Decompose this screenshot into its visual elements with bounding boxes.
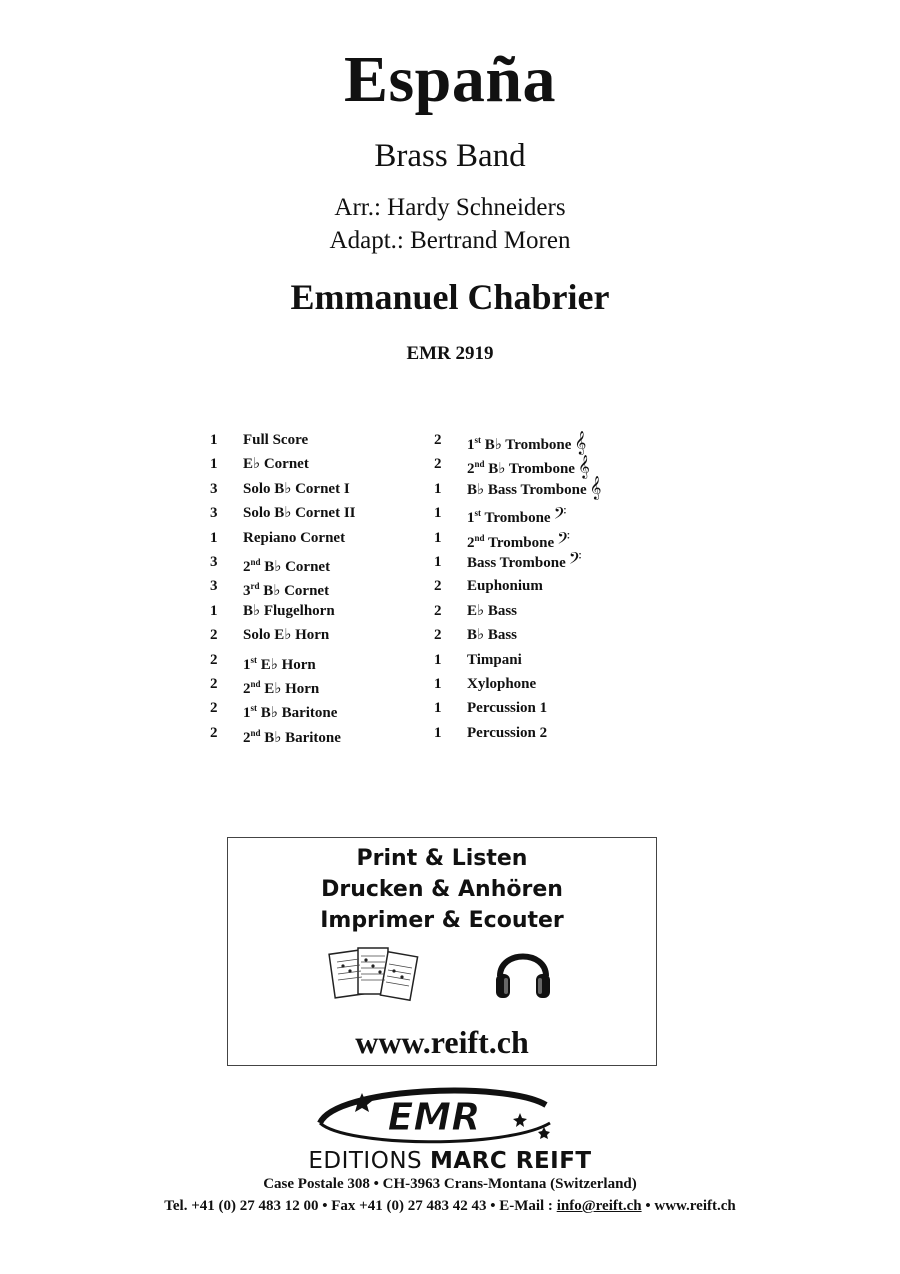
part-name: Euphonium bbox=[467, 578, 543, 595]
contact-phone-fax: Tel. +41 (0) 27 483 12 00 • Fax +41 (0) 27 483 42 43 • E-Mail : bbox=[164, 1198, 557, 1214]
treble-clef-icon: 𝄞 bbox=[577, 454, 590, 479]
part-name: 1st B♭ Baritone bbox=[243, 703, 338, 722]
part-quantity: 3 bbox=[210, 553, 218, 570]
parts-list-right bbox=[434, 428, 601, 745]
part-name: Timpani bbox=[467, 651, 522, 668]
part-row bbox=[210, 672, 356, 696]
part-row bbox=[434, 648, 601, 672]
part-quantity: 2 bbox=[210, 700, 218, 717]
part-name: E♭ Cornet bbox=[243, 456, 309, 473]
part-name: B♭ Bass bbox=[467, 627, 518, 644]
part-name: 2nd E♭ Horn bbox=[243, 678, 320, 697]
ordinal-suffix: st bbox=[250, 703, 257, 714]
ordinal-suffix: nd bbox=[250, 727, 261, 738]
part-quantity: 1 bbox=[434, 480, 442, 497]
part-quantity: 2 bbox=[210, 651, 218, 668]
bass-clef-icon: 𝄢 bbox=[568, 547, 582, 572]
ordinal-suffix: st bbox=[474, 508, 481, 519]
part-quantity: 2 bbox=[434, 432, 442, 448]
part-row bbox=[210, 526, 356, 550]
part-row bbox=[434, 672, 601, 696]
part-row bbox=[210, 452, 356, 476]
promo-line-english: Print & Listen bbox=[356, 846, 528, 871]
part-quantity: 1 bbox=[434, 505, 442, 522]
part-quantity: 3 bbox=[210, 480, 218, 497]
part-quantity: 1 bbox=[434, 651, 442, 668]
part-quantity: 2 bbox=[210, 675, 218, 692]
part-row bbox=[434, 599, 601, 623]
part-row bbox=[434, 452, 601, 479]
part-name: 1st Trombone 𝄢 bbox=[467, 503, 567, 528]
publisher-word-1: EDITIONS bbox=[308, 1148, 430, 1174]
part-quantity: 3 bbox=[210, 505, 218, 522]
part-name: Percussion 1 bbox=[467, 700, 548, 717]
part-quantity: 2 bbox=[434, 602, 442, 619]
part-row bbox=[210, 599, 356, 623]
part-name: 2nd Trombone 𝄢 bbox=[467, 527, 570, 552]
part-quantity: 2 bbox=[210, 627, 218, 644]
part-name: Solo E♭ Horn bbox=[243, 627, 330, 644]
ordinal-suffix: rd bbox=[250, 581, 260, 592]
part-quantity: 1 bbox=[434, 529, 442, 546]
part-name: Repiano Cornet bbox=[243, 529, 346, 546]
part-row bbox=[210, 623, 356, 647]
part-row bbox=[210, 428, 356, 452]
email-link[interactable]: info@reift.ch bbox=[556, 1198, 642, 1214]
ordinal-suffix: nd bbox=[474, 532, 485, 543]
part-quantity: 3 bbox=[210, 578, 218, 595]
part-quantity: 1 bbox=[210, 432, 218, 448]
promo-line-french: Imprimer & Ecouter bbox=[320, 908, 564, 933]
bass-clef-icon: 𝄢 bbox=[553, 503, 567, 528]
promo-line-german: Drucken & Anhören bbox=[321, 877, 563, 902]
catalog-number: EMR 2919 bbox=[406, 343, 494, 364]
part-row bbox=[434, 623, 601, 647]
publisher-address: Case Postale 308 • CH-3963 Crans-Montana (Switzerland) bbox=[263, 1176, 637, 1192]
logo-text: EMR bbox=[387, 1095, 481, 1139]
arranger-credit: Arr.: Hardy Schneiders bbox=[334, 194, 566, 221]
part-row bbox=[210, 574, 356, 598]
part-quantity: 2 bbox=[210, 724, 218, 741]
headphones-icon bbox=[490, 938, 556, 1004]
piece-title: España bbox=[343, 43, 557, 116]
part-name: 3rd B♭ Cornet bbox=[243, 581, 330, 600]
part-name: 1st B♭ Trombone 𝄞 bbox=[467, 430, 587, 454]
ensemble-subtitle: Brass Band bbox=[374, 138, 526, 174]
part-row bbox=[434, 501, 601, 528]
publisher-contact bbox=[0, 1198, 900, 1215]
part-name: 2nd B♭ Trombone 𝄞 bbox=[467, 454, 590, 479]
composer-name: Emmanuel Chabrier bbox=[290, 277, 610, 317]
part-quantity: 2 bbox=[434, 578, 442, 595]
part-quantity: 1 bbox=[434, 675, 442, 692]
part-row bbox=[210, 721, 356, 745]
ordinal-suffix: nd bbox=[250, 678, 261, 689]
part-name: Solo B♭ Cornet II bbox=[243, 505, 356, 522]
website-url[interactable]: www.reift.ch bbox=[355, 1024, 529, 1060]
part-name: 1st E♭ Horn bbox=[243, 654, 316, 673]
part-row bbox=[210, 550, 356, 574]
treble-clef-icon: 𝄞 bbox=[589, 474, 602, 499]
part-name: B♭ Flugelhorn bbox=[243, 602, 335, 619]
part-quantity: 1 bbox=[210, 456, 218, 473]
part-row bbox=[434, 526, 601, 550]
part-name: E♭ Bass bbox=[467, 602, 518, 619]
part-quantity: 1 bbox=[434, 724, 442, 741]
part-name: Xylophone bbox=[467, 675, 537, 692]
part-row bbox=[210, 696, 356, 720]
publisher-name bbox=[0, 1148, 900, 1174]
part-row bbox=[434, 574, 601, 598]
ordinal-suffix: st bbox=[250, 654, 257, 665]
part-name: 2nd B♭ Baritone bbox=[243, 727, 341, 746]
publisher-word-2: MARC bbox=[429, 1148, 516, 1174]
adapter-credit: Adapt.: Bertrand Moren bbox=[329, 227, 571, 254]
parts-list-left bbox=[210, 428, 356, 745]
part-name: Solo B♭ Cornet I bbox=[243, 480, 350, 497]
part-row bbox=[434, 721, 601, 745]
part-row bbox=[210, 501, 356, 525]
part-name: Percussion 2 bbox=[467, 724, 548, 741]
part-quantity: 1 bbox=[210, 602, 218, 619]
part-name: 2nd B♭ Cornet bbox=[243, 556, 331, 575]
print-listen-box bbox=[227, 837, 657, 1066]
emr-logo bbox=[306, 1083, 566, 1149]
part-name: Full Score bbox=[243, 432, 309, 448]
bass-clef-icon: 𝄢 bbox=[557, 527, 570, 552]
part-name: B♭ Bass Trombone 𝄞 bbox=[467, 474, 602, 499]
part-row bbox=[210, 477, 356, 501]
part-quantity: 1 bbox=[210, 529, 218, 546]
part-row bbox=[434, 474, 602, 501]
ordinal-suffix: st bbox=[474, 435, 481, 445]
sheet-music-icon bbox=[328, 944, 420, 1012]
part-quantity: 2 bbox=[434, 456, 442, 473]
ordinal-suffix: nd bbox=[474, 459, 485, 470]
publisher-word-3: REIFT bbox=[515, 1148, 592, 1174]
part-quantity: 2 bbox=[434, 627, 442, 644]
treble-clef-icon: 𝄞 bbox=[574, 430, 587, 454]
part-quantity: 1 bbox=[434, 553, 442, 570]
part-row bbox=[434, 428, 601, 452]
part-quantity: 1 bbox=[434, 700, 442, 717]
part-name: Bass Trombone 𝄢 bbox=[467, 547, 582, 572]
contact-website: • www.reift.ch bbox=[641, 1198, 736, 1214]
ordinal-suffix: nd bbox=[250, 556, 261, 567]
part-row bbox=[210, 648, 356, 672]
part-row bbox=[434, 696, 601, 720]
part-row bbox=[434, 547, 601, 574]
